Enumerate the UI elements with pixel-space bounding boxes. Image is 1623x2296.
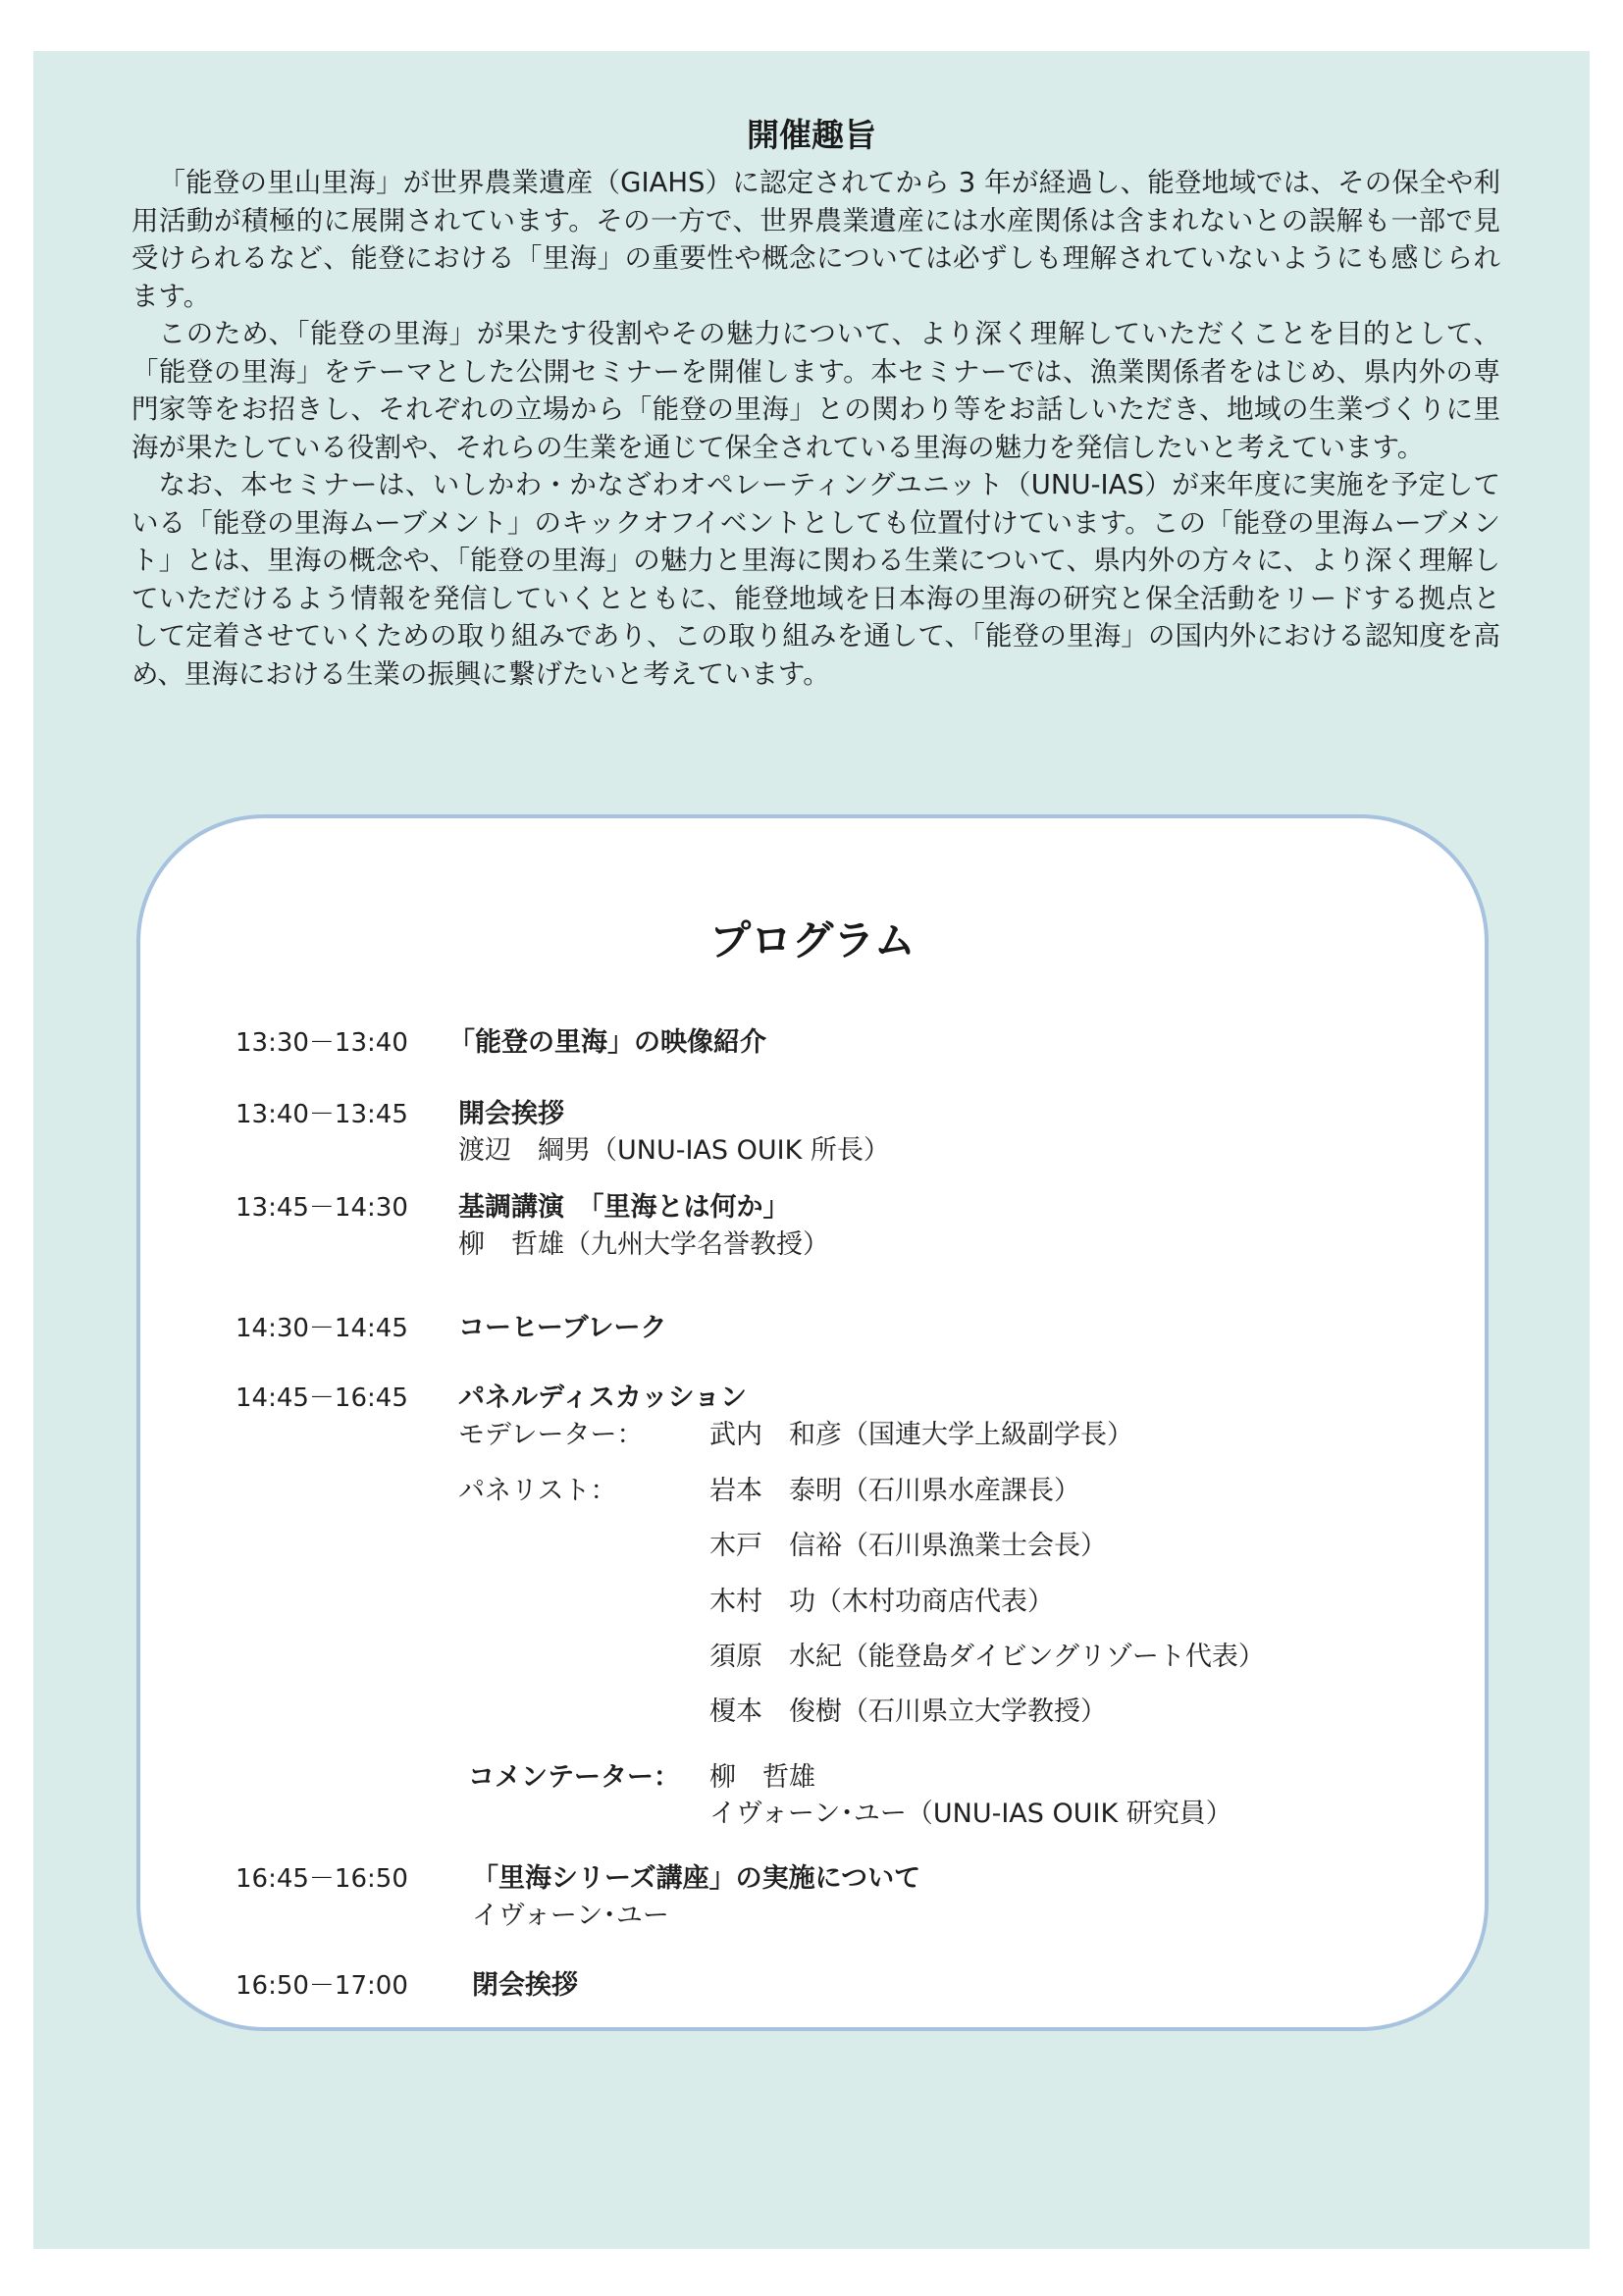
panelist: 須原 水紀（能登島ダイビングリゾート代表） bbox=[709, 1642, 1265, 1672]
program-box bbox=[136, 814, 1489, 2031]
moderator-name: 武内 和彦（国連大学上級副学長） bbox=[709, 1420, 1133, 1450]
panelist: 木村 功（木村功商店代表） bbox=[709, 1587, 1054, 1617]
program-item-title: コーヒーブレーク bbox=[458, 1313, 667, 1343]
purpose-paragraph-2: このため、「能登の里海」が果たす役割やその魅力について、より深く理解していただくことを目的として、「能登の里海」をテーマとした公開セミナーを開催します。本セミナーでは、漁業関係者をはじめ、県内外の専門家等をお招きし、それぞれの立場から「能登の里海」との関わり等をお話しいただき、地域の生業づくりに里海が果たしている役割や、それらの生業を通じて保全されている里海の魅力を発信したいと考えています。 bbox=[131, 318, 1500, 463]
program-item-speaker: イヴォーン･ユー bbox=[472, 1901, 669, 1931]
program-time: 16:45－16:50 bbox=[236, 1864, 408, 1894]
commentator: イヴォーン･ユー（UNU-IAS OUIK 研究員） bbox=[709, 1799, 1232, 1829]
purpose-text bbox=[131, 164, 1500, 693]
program-time: 14:45－16:45 bbox=[236, 1383, 408, 1413]
program-title: プログラム bbox=[709, 916, 916, 965]
program-time: 16:50－17:00 bbox=[236, 1971, 408, 2001]
program-time: 13:45－14:30 bbox=[236, 1193, 408, 1223]
commentator: 柳 哲雄 bbox=[709, 1762, 815, 1793]
background-panel bbox=[33, 51, 1590, 2249]
commentators-label: コメンテーター： bbox=[468, 1762, 680, 1793]
program-time: 13:30－13:40 bbox=[236, 1028, 408, 1058]
program-item-speaker: 柳 哲雄（九州大学名誉教授） bbox=[458, 1229, 829, 1260]
program-item-title: 「里海シリーズ講座」の実施について bbox=[472, 1863, 921, 1894]
panelist: 岩本 泰明（石川県水産課長） bbox=[709, 1476, 1080, 1506]
program-time: 14:30－14:45 bbox=[236, 1314, 408, 1343]
program-item-title: 基調講演 「里海とは何か」 bbox=[458, 1192, 790, 1223]
purpose-title: 開催趣旨 bbox=[747, 116, 876, 154]
panelist: 木戸 信裕（石川県漁業士会長） bbox=[709, 1531, 1107, 1561]
program-item-title: パネルディスカッション bbox=[458, 1383, 748, 1413]
moderator-label: モデレーター： bbox=[458, 1420, 644, 1450]
panelists-label: パネリスト： bbox=[458, 1476, 617, 1506]
panelist: 榎本 俊樹（石川県立大学教授） bbox=[709, 1696, 1107, 1727]
purpose-paragraph-1: 「能登の里山里海」が世界農業遺産（GIAHS）に認定されてから 3 年が経過し、能登地域では、その保全や利用活動が積極的に展開されています。その一方で、世界農業遺産には水産関係は含まれないとの誤解も一部で見受けられるなど、能登における「里海」の重要性や概念については必ずしも理解されていないようにも感じられます。 bbox=[131, 167, 1500, 312]
purpose-paragraph-3: なお、本セミナーは、いしかわ・かなざわオペレーティングユニット（UNU-IAS）が来年度に実施を予定している「能登の里海ムーブメント」のキックオフイベントとしても位置付けています。この「能登の里海ムーブメント」とは、里海の概念や、「能登の里海」の魅力と里海に関わる生業について、県内外の方々に、より深く理解していただけるよう情報を発信していくとともに、能登地域を日本海の里海の研究と保全活動をリードする拠点として定着させていくための取り組みであり、この取り組みを通して、「能登の里海」の国内外における認知度を高め、里海における生業の振興に繋げたいと考えています。 bbox=[131, 469, 1500, 690]
program-item-title: 閉会挨拶 bbox=[472, 1970, 578, 2001]
program-item-speaker: 渡辺 綱男（UNU-IAS OUIK 所長） bbox=[458, 1135, 890, 1166]
program-item-title: 「能登の里海」の映像紹介 bbox=[448, 1027, 766, 1058]
program-item-title: 開会挨拶 bbox=[458, 1099, 564, 1129]
program-time: 13:40－13:45 bbox=[236, 1100, 408, 1129]
